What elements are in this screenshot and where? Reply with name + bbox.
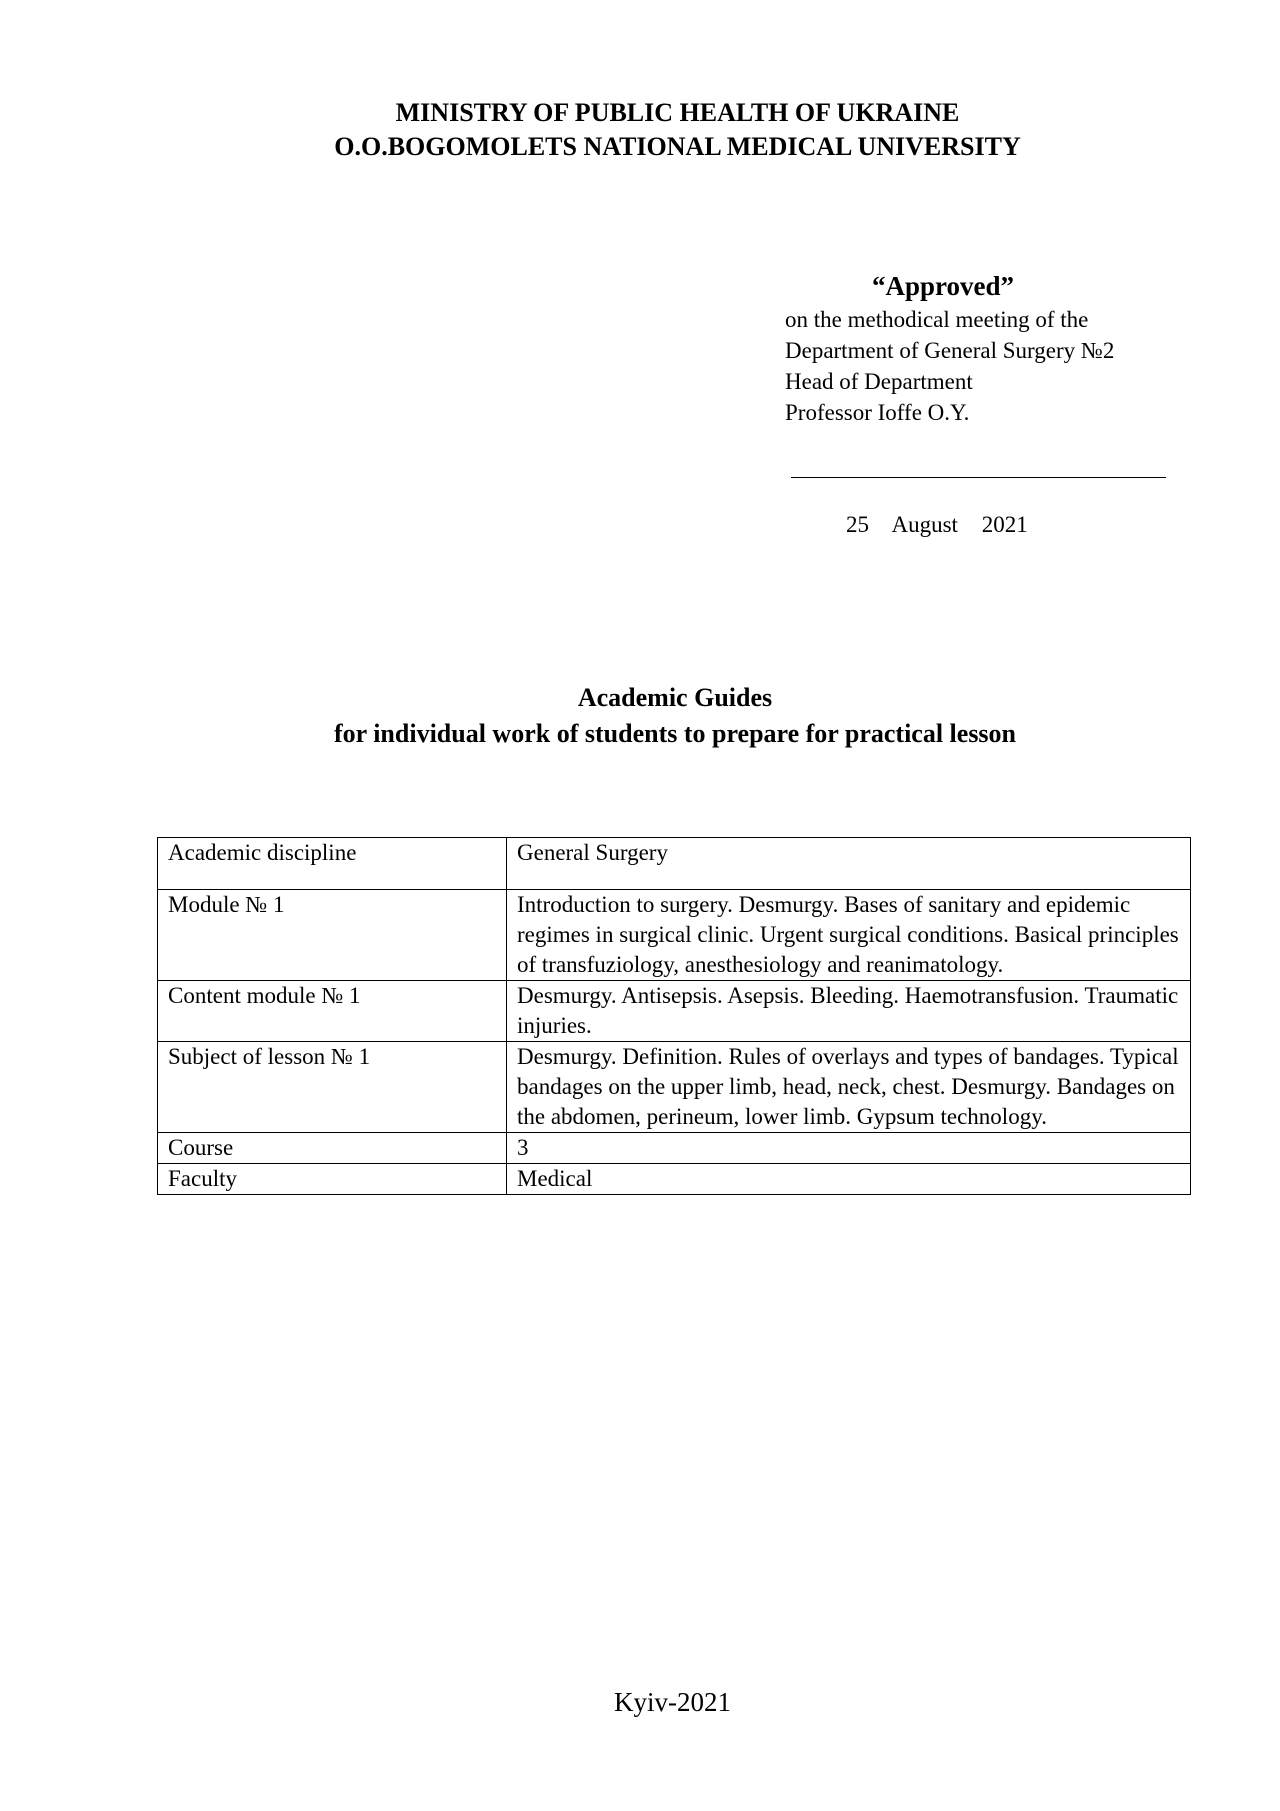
approval-title: “Approved”: [872, 271, 1015, 301]
table-row: [158, 1042, 1191, 1133]
signature-line: [791, 477, 1166, 478]
row-value-academic-discipline: General Surgery: [507, 838, 1191, 890]
row-value-faculty: Medical: [507, 1164, 1191, 1195]
table-row: [158, 1164, 1191, 1195]
row-key-faculty: Faculty: [158, 1164, 507, 1195]
approval-line-meeting: on the methodical meeting of the: [785, 307, 1089, 332]
document-title: [0, 680, 1280, 752]
row-key-content-module: Content module № 1: [158, 981, 507, 1042]
document-title-line1: Academic Guides: [577, 683, 773, 712]
row-value-content-module: Desmurgy. Antisepsis. Asepsis. Bleeding. Haemotransfusion. Traumatic injuries.: [507, 981, 1191, 1042]
row-key-module: Module № 1: [158, 890, 507, 981]
row-value-subject-of-lesson: Desmurgy. Definition. Rules of overlays and types of bandages. Typical bandages on the upper limb, head, neck, chest. Desmurgy. Bandages on the abdomen, perineum, lower limb. Gypsum technology.: [507, 1042, 1191, 1133]
row-key-course: Course: [158, 1133, 507, 1164]
info-table: [157, 837, 1191, 1195]
footer-place-year: Kyiv-2021: [614, 1687, 731, 1717]
approval-date: [846, 510, 1028, 540]
approval-line-head: Head of Department: [785, 369, 973, 394]
approval-date-year: 2021: [981, 512, 1028, 537]
row-key-academic-discipline: Academic discipline: [158, 838, 507, 890]
row-value-module: Introduction to surgery. Desmurgy. Bases of sanitary and epidemic regimes in surgical clinic. Urgent surgical conditions. Basical principles of transfuziology, anesthesiology and reanimatology.: [507, 890, 1191, 981]
table-row: [158, 981, 1191, 1042]
document-header: [0, 96, 1280, 164]
approval-line-professor: Professor Ioffe O.Y.: [785, 400, 970, 425]
approval-date-month: August: [891, 512, 958, 537]
ministry-name: MINISTRY OF PUBLIC HEALTH OF UKRAINE: [395, 98, 960, 127]
approval-block: [785, 268, 1205, 428]
row-value-course: 3: [507, 1133, 1191, 1164]
table-row: [158, 1133, 1191, 1164]
row-key-subject-of-lesson: Subject of lesson № 1: [158, 1042, 507, 1133]
table-row: [158, 890, 1191, 981]
table-row: [158, 838, 1191, 890]
approval-line-department: Department of General Surgery №2: [785, 338, 1115, 363]
document-title-line2: for individual work of students to prepare for practical lesson: [333, 719, 1017, 748]
approval-date-day: 25: [846, 512, 869, 537]
university-name: O.O.BOGOMOLETS NATIONAL MEDICAL UNIVERSITY: [334, 132, 1021, 161]
